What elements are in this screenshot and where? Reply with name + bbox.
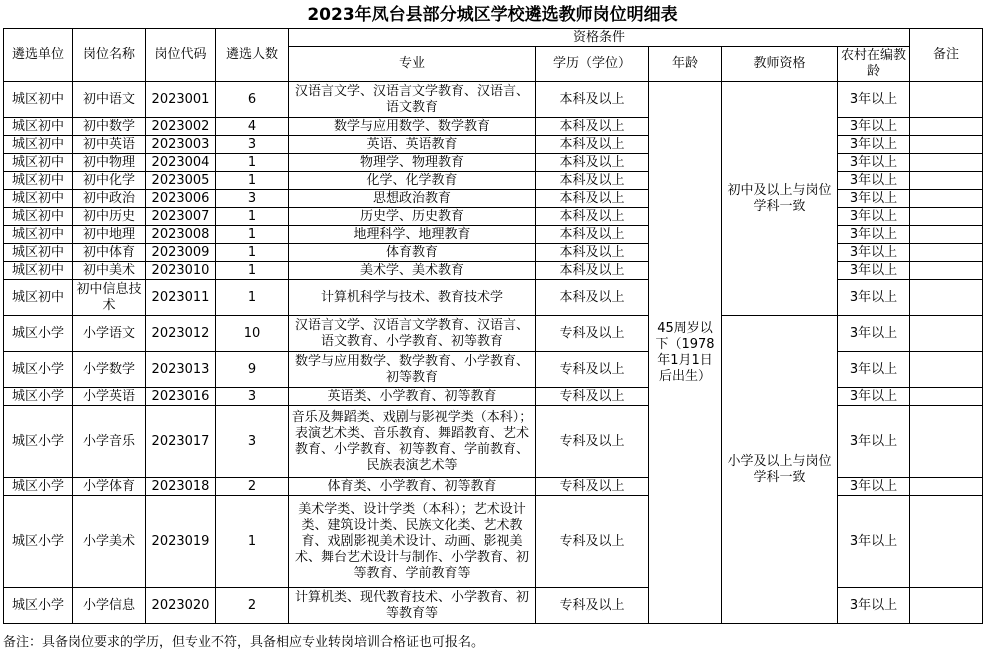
cell-rural-years: 3年以上 [838, 496, 910, 588]
header-row-1 [4, 29, 983, 47]
cell-post-name: 初中数学 [73, 118, 146, 136]
cell-education: 专科及以上 [536, 478, 649, 496]
cell-post-name: 小学美术 [73, 496, 146, 588]
cell-count: 1 [216, 244, 289, 262]
header-count: 遴选人数 [216, 29, 289, 82]
cell-major: 物理学、物理教育 [289, 154, 536, 172]
cell-post-name: 小学语文 [73, 316, 146, 352]
cell-count: 3 [216, 406, 289, 478]
cell-post-code: 2023017 [146, 406, 216, 478]
cell-remark [910, 496, 983, 588]
cell-post-name: 初中语文 [73, 82, 146, 118]
cell-remark [910, 478, 983, 496]
cell-post-name: 初中体育 [73, 244, 146, 262]
cell-education: 本科及以上 [536, 172, 649, 190]
cell-education: 专科及以上 [536, 588, 649, 624]
cell-post-name: 初中英语 [73, 136, 146, 154]
cell-count: 1 [216, 172, 289, 190]
cell-rural-years: 3年以上 [838, 118, 910, 136]
cell-rural-years: 3年以上 [838, 82, 910, 118]
cell-major: 英语类、小学教育、初等教育 [289, 388, 536, 406]
cell-post-code: 2023016 [146, 388, 216, 406]
cell-unit: 城区初中 [4, 190, 73, 208]
cell-post-code: 2023007 [146, 208, 216, 226]
cell-post-code: 2023012 [146, 316, 216, 352]
cell-remark [910, 82, 983, 118]
cell-remark [910, 208, 983, 226]
cell-count: 1 [216, 208, 289, 226]
cell-post-name: 初中信息技术 [73, 280, 146, 316]
cell-remark [910, 226, 983, 244]
cell-count: 9 [216, 352, 289, 388]
cell-education: 本科及以上 [536, 226, 649, 244]
cell-post-name: 小学体育 [73, 478, 146, 496]
cell-major: 化学、化学教育 [289, 172, 536, 190]
cell-count: 3 [216, 190, 289, 208]
posts-table [3, 28, 983, 624]
cell-post-code: 2023013 [146, 352, 216, 388]
cell-rural-years: 3年以上 [838, 316, 910, 352]
cell-remark [910, 118, 983, 136]
cell-education: 专科及以上 [536, 388, 649, 406]
cell-major: 美术学类、设计学类（本科）；艺术设计类、建筑设计类、民族文化类、艺术教育、戏剧影视美术设计、动画、影视美术、舞台艺术设计与制作、小学教育、初等教育、学前教育等 [289, 496, 536, 588]
cell-education: 本科及以上 [536, 262, 649, 280]
cell-post-name: 初中美术 [73, 262, 146, 280]
cell-rural-years: 3年以上 [838, 226, 910, 244]
cell-major: 数学与应用数学、数学教育 [289, 118, 536, 136]
cell-post-name: 初中地理 [73, 226, 146, 244]
header-remark: 备注 [910, 29, 983, 82]
cell-remark [910, 588, 983, 624]
cell-education: 本科及以上 [536, 280, 649, 316]
cell-education: 本科及以上 [536, 82, 649, 118]
cell-education: 专科及以上 [536, 316, 649, 352]
cell-education: 本科及以上 [536, 118, 649, 136]
cell-education: 专科及以上 [536, 496, 649, 588]
header-post-name: 岗位名称 [73, 29, 146, 82]
cell-post-code: 2023008 [146, 226, 216, 244]
cell-count: 10 [216, 316, 289, 352]
cell-unit: 城区小学 [4, 316, 73, 352]
cell-rural-years: 3年以上 [838, 208, 910, 226]
cell-post-name: 小学英语 [73, 388, 146, 406]
cell-post-code: 2023010 [146, 262, 216, 280]
cell-count: 1 [216, 262, 289, 280]
cell-unit: 城区初中 [4, 154, 73, 172]
header-unit: 遴选单位 [4, 29, 73, 82]
cell-post-code: 2023002 [146, 118, 216, 136]
cell-unit: 城区小学 [4, 496, 73, 588]
cell-unit: 城区小学 [4, 406, 73, 478]
cell-count: 6 [216, 82, 289, 118]
cell-post-code: 2023019 [146, 496, 216, 588]
cell-unit: 城区小学 [4, 352, 73, 388]
cell-post-code: 2023005 [146, 172, 216, 190]
cell-major: 体育类、小学教育、初等教育 [289, 478, 536, 496]
cell-education: 专科及以上 [536, 406, 649, 478]
cell-remark [910, 352, 983, 388]
spreadsheet [3, 0, 982, 624]
cell-post-name: 初中化学 [73, 172, 146, 190]
header-post-code: 岗位代码 [146, 29, 216, 82]
cell-post-name: 小学信息 [73, 588, 146, 624]
table-row [4, 316, 983, 352]
cell-rural-years: 3年以上 [838, 190, 910, 208]
cell-rural-years: 3年以上 [838, 280, 910, 316]
cell-rural-years: 3年以上 [838, 154, 910, 172]
cell-post-name: 初中物理 [73, 154, 146, 172]
cell-post-code: 2023001 [146, 82, 216, 118]
cell-rural-years: 3年以上 [838, 262, 910, 280]
cell-rural-years: 3年以上 [838, 478, 910, 496]
cell-remark [910, 262, 983, 280]
cell-rural-years: 3年以上 [838, 388, 910, 406]
cell-count: 1 [216, 154, 289, 172]
footer-note: 备注：具备岗位要求的学历，但专业不符，具备相应专业转岗培训合格证也可报名。 [3, 635, 485, 650]
cell-remark [910, 388, 983, 406]
cell-education: 本科及以上 [536, 208, 649, 226]
cell-rural-years: 3年以上 [838, 244, 910, 262]
cell-unit: 城区初中 [4, 136, 73, 154]
cell-post-name: 初中政治 [73, 190, 146, 208]
cell-remark [910, 244, 983, 262]
cell-count: 1 [216, 280, 289, 316]
cell-post-code: 2023018 [146, 478, 216, 496]
cell-remark [910, 280, 983, 316]
sheet-title: 2023年凤台县部分城区学校遴选教师岗位明细表 [307, 5, 678, 25]
cell-remark [910, 136, 983, 154]
cell-education: 本科及以上 [536, 244, 649, 262]
cell-unit: 城区小学 [4, 588, 73, 624]
cell-unit: 城区小学 [4, 478, 73, 496]
cell-count: 1 [216, 226, 289, 244]
cell-remark [910, 190, 983, 208]
cell-post-name: 初中历史 [73, 208, 146, 226]
header-qualification: 资格条件 [289, 29, 910, 47]
cell-major: 历史学、历史教育 [289, 208, 536, 226]
cell-education: 本科及以上 [536, 154, 649, 172]
cell-unit: 城区初中 [4, 118, 73, 136]
cell-unit: 城区小学 [4, 388, 73, 406]
cell-major: 汉语言文学、汉语言文学教育、汉语言、语文教育、小学教育、初等教育 [289, 316, 536, 352]
cell-post-code: 2023020 [146, 588, 216, 624]
cell-education: 本科及以上 [536, 136, 649, 154]
cell-unit: 城区初中 [4, 226, 73, 244]
cell-remark [910, 406, 983, 478]
cell-rural-years: 3年以上 [838, 172, 910, 190]
cell-unit: 城区初中 [4, 262, 73, 280]
cell-unit: 城区初中 [4, 82, 73, 118]
cell-major: 计算机科学与技术、教育技术学 [289, 280, 536, 316]
cell-education: 本科及以上 [536, 190, 649, 208]
cell-major: 数学与应用数学、数学教育、小学教育、初等教育 [289, 352, 536, 388]
cell-post-code: 2023011 [146, 280, 216, 316]
cell-count: 1 [216, 496, 289, 588]
cell-count: 3 [216, 388, 289, 406]
cell-unit: 城区初中 [4, 244, 73, 262]
cell-age: 45周岁以下（1978年1月1日后出生） [649, 82, 722, 624]
cell-major: 美术学、美术教育 [289, 262, 536, 280]
cell-major: 计算机类、现代教育技术、小学教育、初等教育等 [289, 588, 536, 624]
cell-remark [910, 316, 983, 352]
cell-count: 2 [216, 588, 289, 624]
cell-unit: 城区初中 [4, 208, 73, 226]
cell-unit: 城区初中 [4, 280, 73, 316]
cell-post-code: 2023006 [146, 190, 216, 208]
cell-post-code: 2023003 [146, 136, 216, 154]
cell-count: 4 [216, 118, 289, 136]
cell-post-name: 小学数学 [73, 352, 146, 388]
cell-unit: 城区初中 [4, 172, 73, 190]
header-age: 年龄 [649, 47, 722, 82]
cell-count: 3 [216, 136, 289, 154]
cell-rural-years: 3年以上 [838, 136, 910, 154]
cell-major: 音乐及舞蹈类、戏剧与影视学类（本科）；表演艺术类、音乐教育、舞蹈教育、艺术教育、小学教育、初等教育、学前教育、民族表演艺术等 [289, 406, 536, 478]
cell-major: 地理科学、地理教育 [289, 226, 536, 244]
cell-teacher-cert-middle: 初中及以上与岗位学科一致 [722, 82, 838, 316]
cell-rural-years: 3年以上 [838, 406, 910, 478]
cell-major: 思想政治教育 [289, 190, 536, 208]
cell-rural-years: 3年以上 [838, 588, 910, 624]
cell-remark [910, 154, 983, 172]
header-rural-years: 农村在编教龄 [838, 47, 910, 82]
cell-post-code: 2023004 [146, 154, 216, 172]
cell-post-name: 小学音乐 [73, 406, 146, 478]
cell-education: 专科及以上 [536, 352, 649, 388]
header-major: 专业 [289, 47, 536, 82]
cell-remark [910, 172, 983, 190]
cell-count: 2 [216, 478, 289, 496]
cell-teacher-cert-primary: 小学及以上与岗位学科一致 [722, 316, 838, 624]
cell-rural-years: 3年以上 [838, 352, 910, 388]
table-row [4, 82, 983, 118]
cell-major: 英语、英语教育 [289, 136, 536, 154]
cell-major: 体育教育 [289, 244, 536, 262]
cell-post-code: 2023009 [146, 244, 216, 262]
header-education: 学历（学位） [536, 47, 649, 82]
header-teacher-cert: 教师资格 [722, 47, 838, 82]
cell-major: 汉语言文学、汉语言文学教育、汉语言、语文教育 [289, 82, 536, 118]
